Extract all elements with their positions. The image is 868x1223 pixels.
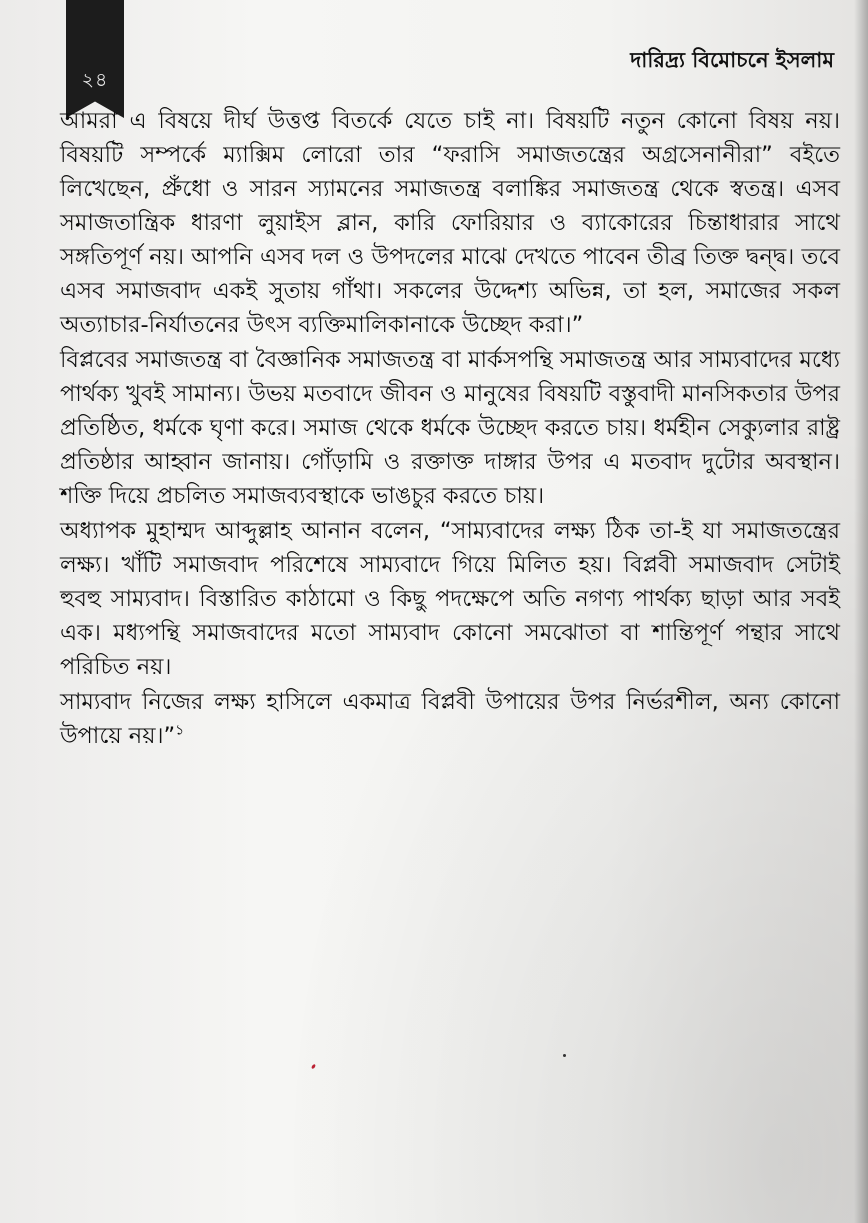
body-text [60,104,840,754]
ink-speck [311,1064,316,1070]
running-header-title: দারিদ্র্য বিমোচনে ইসলাম [630,48,834,72]
page-number-ribbon [66,0,124,118]
footnote-marker: ১ [175,722,185,739]
paragraph-4 [60,685,840,753]
paragraph-2: বিপ্লবের সমাজতন্ত্র বা বৈজ্ঞানিক সমাজতন্ত্র বা মার্কসপন্থি সমাজতন্ত্র আর সাম্যবাদের মধ্যে পার্থক্য খুবই সামান্য। উভয় মতবাদে জীবন ও মানুষের বিষয়টি বস্তুবাদী মানসিকতার উপর প্রতিষ্ঠিত, ধর্মকে ঘৃণা করে। সমাজ থেকে ধর্মকে উচ্ছেদ করতে চায়। ধর্মহীন সেক্যুলার রাষ্ট্র প্রতিষ্ঠার আহ্বান জানায়। গোঁড়ামি ও রক্তাক্ত দাঙ্গার উপর এ মতবাদ দুটোর অবস্থান। শক্তি দিয়ে প্রচলিত সমাজব্যবস্থাকে ভাঙচুর করতে চায়। [60,347,840,509]
page-edge-shadow [854,0,868,1223]
paragraph-4-text: সাম্যবাদ নিজের লক্ষ্য হাসিলে একমাত্র বিপ্লবী উপায়ের উপর নির্ভরশীল, অন্য কোনো উপায়ে নয়।” [60,689,840,749]
page-number: ২৪ [81,69,109,91]
paragraph-3: অধ্যাপক মুহাম্মদ আব্দুল্লাহ আনান বলেন, “সাম্যবাদের লক্ষ্য ঠিক তা-ই যা সমাজতন্ত্রের লক্ষ্য। খাঁটি সমাজবাদ পরিশেষে সাম্যবাদে গিয়ে মিলিত হয়। বিপ্লবী সমাজবাদ সেটাই হুবহু সাম্যবাদ। বিস্তারিত কাঠামো ও কিছু পদক্ষেপে অতি নগণ্য পার্থক্য ছাড়া আর সবই এক। মধ্যপন্থি সমাজবাদের মতো সাম্যবাদ কোনো সমঝোতা বা শান্তিপূর্ণ পন্থার সাথে পরিচিত নয়। [60,518,840,680]
paragraph-1: আমরা এ বিষয়ে দীর্ঘ উত্তপ্ত বিতর্কে যেতে চাই না। বিষয়টি নতুন কোনো বিষয় নয়। বিষয়টি সম্পর্কে ম্যাক্সিম লোরো তার “ফরাসি সমাজতন্ত্রের অগ্রসেনানীরা” বইতে লিখেছেন, প্রুঁধো ও সারন স্যামনের সমাজতন্ত্র বলাঙ্কির সমাজতন্ত্র থেকে স্বতন্ত্র। এসব সমাজতান্ত্রিক ধারণা লুয়াইস ব্লান, কারি ফোরিয়ার ও ব্যাকোরের চিন্তাধারার সাথে সঙ্গতিপূর্ণ নয়। আপনি এসব দল ও উপদলের মাঝে দেখতে পাবেন তীব্র তিক্ত দ্বন্দ্ব। তবে এসব সমাজবাদ একই সুতায় গাঁথা। সকলের উদ্দেশ্য অভিন্ন, তা হল, সমাজের সকল অত্যাচার-নির্যাতনের উৎস ব্যক্তিমালিকানাকে উচ্ছেদ করা।” [60,108,840,338]
ink-speck [563,1054,566,1057]
